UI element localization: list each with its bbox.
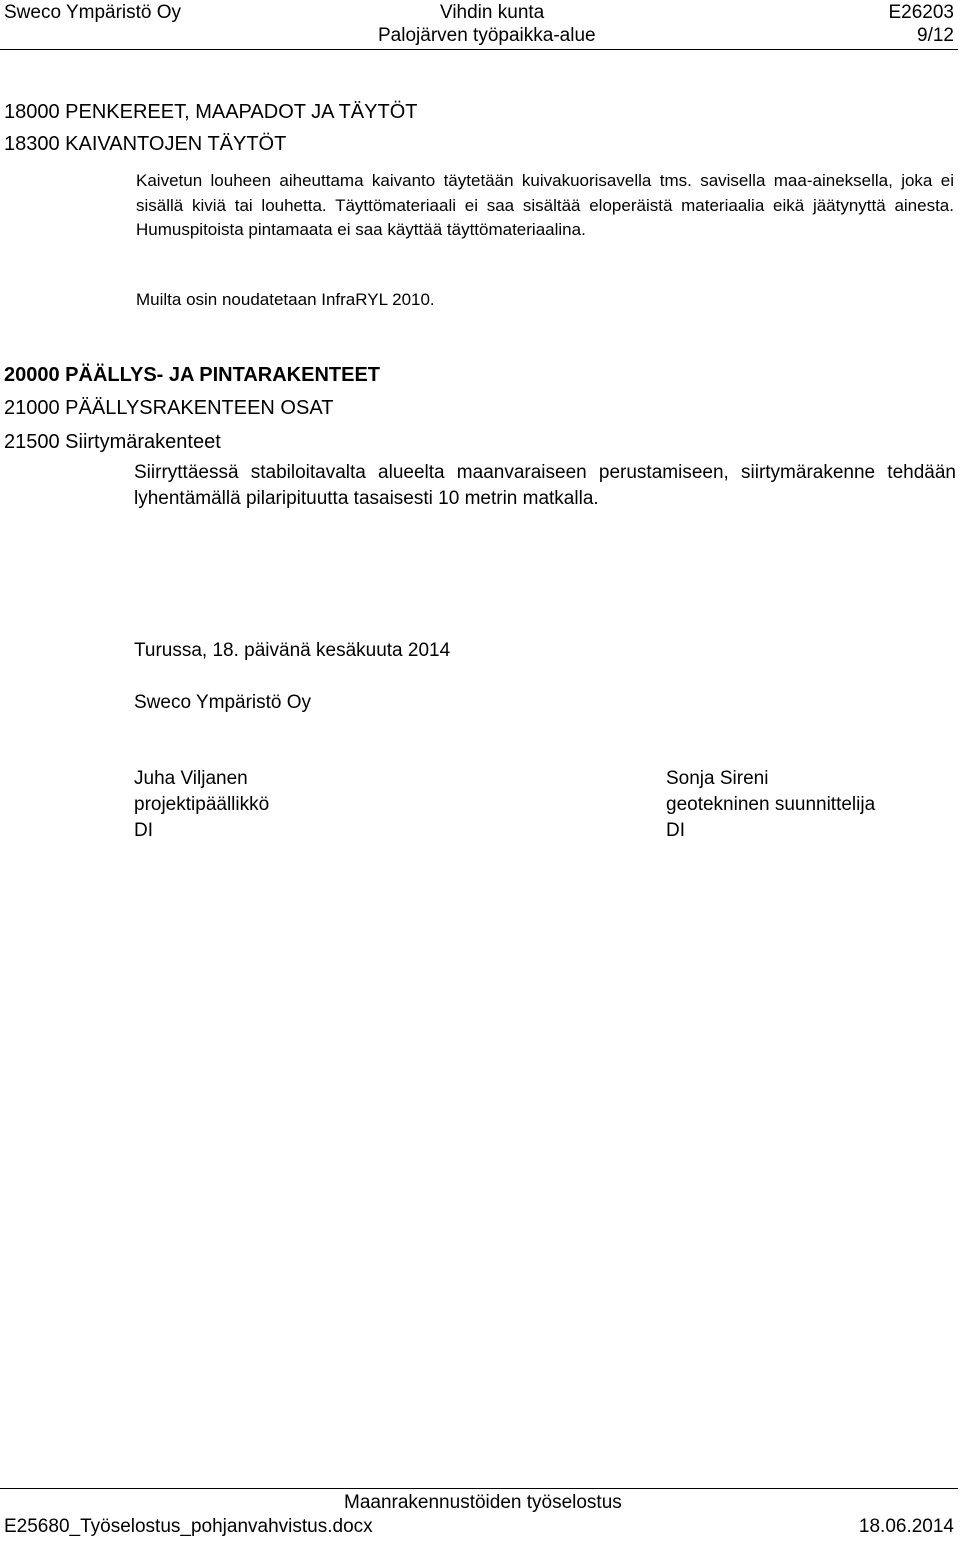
heading-20000: 20000 PÄÄLLYS- JA PINTARAKENTEET (4, 364, 381, 386)
heading-18300: 18300 KAIVANTOJEN TÄYTÖT (4, 133, 287, 155)
header-company: Sweco Ympäristö Oy (4, 2, 182, 23)
header-divider (0, 49, 958, 50)
footer-filename: E25680_Työselostus_pohjanvahvistus.docx (4, 1516, 373, 1537)
note-18300: Muilta osin noudatetaan InfraRYL 2010. (136, 290, 435, 309)
signature-company: Sweco Ympäristö Oy (134, 692, 312, 713)
heading-18000: 18000 PENKEREET, MAAPADOT JA TÄYTÖT (4, 101, 418, 123)
place-date: Turussa, 18. päivänä kesäkuuta 2014 (134, 640, 451, 661)
paragraph-18300: Kaivetun louheen aiheuttama kaivanto täytetään kuivakuorisavella tms. savisella maa-aineksella, joka ei sisällä kiviä tai louhetta. Täyttömateriaali ei saa sisältää eloperäistä materiaalia eikä jäätynyttä ainesta. Humuspitoista pintamaata ei saa käyttää täyttömateriaalina. (136, 171, 954, 239)
signer-left-degree: DI (134, 820, 153, 841)
paragraph-21500: Siirryttäessä stabiloitavalta alueelta maanvaraiseen perustamiseen, siirtymärakenne tehdään lyhentämällä pilaripituutta tasaisesti 10 metrin matkalla. (134, 462, 956, 509)
signer-right-title: geotekninen suunnittelija (666, 794, 876, 815)
header-page-number: 9/12 (917, 25, 954, 46)
footer-date: 18.06.2014 (858, 1516, 954, 1537)
header-client: Vihdin kunta (440, 2, 545, 23)
footer-divider (0, 1488, 958, 1489)
signer-right-degree: DI (666, 820, 685, 841)
heading-21000: 21000 PÄÄLLYSRAKENTEEN OSAT (4, 397, 334, 419)
header-site: Palojärven työpaikka-alue (378, 25, 596, 46)
footer-doc-title: Maanrakennustöiden työselostus (344, 1492, 622, 1513)
signer-right-name: Sonja Sireni (666, 768, 769, 789)
header-project-code: E26203 (888, 2, 954, 23)
signer-left-title: projektipäällikkö (134, 794, 270, 815)
signer-left-name: Juha Viljanen (134, 768, 248, 789)
heading-21500: 21500 Siirtymärakenteet (4, 431, 221, 453)
